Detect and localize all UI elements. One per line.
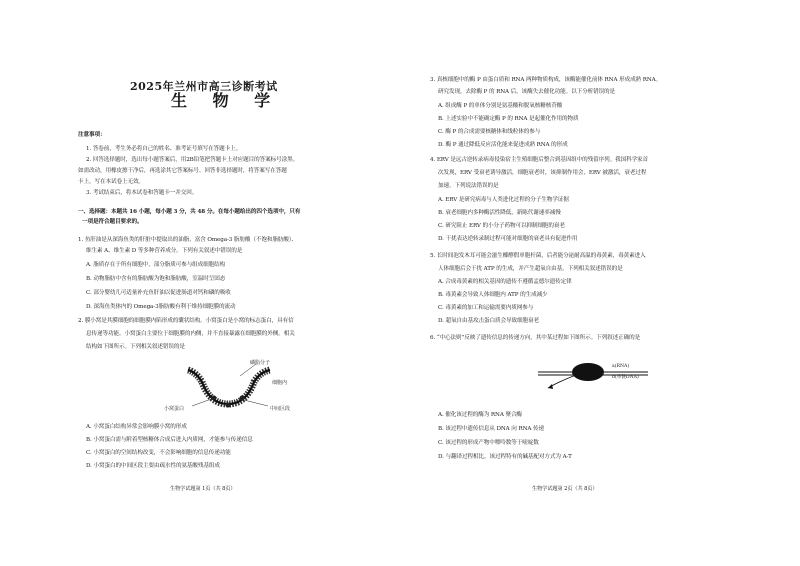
page-footer: 生物学试题第 1页（共 8页） [170,486,236,492]
note-line: 3. 考试结束后，将本试卷和答题卡一并交回。 [86,190,198,196]
section-heading: 一项是符合题目要求的。 [82,219,143,225]
q1-option-a: A. 脂质存在于所有细胞中，部分脂质可参与组成细胞结构 [86,262,226,268]
q3-option-b: B. 上述实验中不能确定酶 P 的 RNA 是起催化作用的物质 [438,116,579,122]
q1-option-c: C. 部分婴幼儿可适量补充鱼肝油以促进肠道对钙和磷的吸收 [86,290,231,296]
q6-option-c: C. 该过程的形成产物中嘌呤数等于嘧啶数 [438,440,539,446]
label-b-ssdna: b(单链DNA) [612,375,639,380]
label-caveolin: 小窝蛋白 [164,406,185,412]
q2-option-b: B. 小窝蛋白需与附着型核糖体合成后进入内质网，才能参与传递信息 [86,437,253,443]
q6-stem: 6. “中心法则”反映了遗传信息的传递方向，其中某过程如下图所示。下列叙述正确的是 [430,335,641,341]
q6-option-a: A. 催化该过程的酶为 RNA 聚合酶 [438,412,522,418]
q3-stem: 研究发现，去除酶 P 的 RNA 后，该酶失去催化功能。以下分析错误的是 [438,89,616,95]
q4-option-c: C. 研究阻止 ERV 的小分子药物可以抑制细胞的衰老 [438,223,565,229]
q4-stem: 加速。下列说法错误的是 [438,183,499,189]
q2-option-c: C. 小窝蛋白的空间结构改变，不会影响细胞的信息传递功能 [86,450,231,456]
q5-stem: 人体细胞后会干扰 ATP 的生成，并产生超氧自由基。下列相关叙述错误的是 [438,266,623,272]
label-lipid: 磷脂分子 [250,360,271,366]
q1-option-d: D. 深海鱼类体内的 Omega-3脂肪酸有利于维持细胞膜的流动 [86,304,236,310]
note-line: 2. 回答选择题时，选出每小题答案后，用2B铅笔把答题卡上对应题目的答案标号涂黑。 [86,157,299,163]
q4-option-a: A. ERV 是研究病毒与人类进化过程的分子生物学证据 [438,197,569,203]
q5-option-c: C. 毒黄素的加工和运输需要内质网参与 [438,305,534,311]
q4-option-d: D. 干扰表达逆转录制过程可能对细胞的衰老具有促进作用 [438,236,578,242]
q2-stem: 结构如下图所示。下列相关叙述错误的是 [86,344,185,350]
transcription-figure [528,356,658,394]
label-middle-segment: 中间区段 [270,406,291,412]
page-footer: 生物学试题第 2页（共 8页） [532,486,598,492]
q2-option-d: D. 小窝蛋白的中间区段主要由疏水性的氨基酸残基组成 [86,463,220,469]
q4-option-b: B. 衰老细胞内多种酶活性降低，新陈代谢速率减慢 [438,210,561,216]
q5-option-d: D. 超氧自由基攻击蛋白质会导致细胞衰老 [438,318,539,324]
exam-title: 2025年兰州市高三诊断考试 [130,80,278,93]
q6-option-b: B. 该过程中遗传信息从 DNA 向 RNA 传递 [438,426,544,432]
subject-title: 生 物 学 [171,91,281,110]
q3-option-a: A. 组成酶 P 的单体分别是氨基酸和脱氧核糖核苷酸 [438,103,563,109]
section-heading: 一、选择题：本题共 16 小题，每小题 3 分，共 48 分。在每小题给出的四个选项中，只有 [78,209,301,215]
note-line: 1. 答卷前，考生务必将自己的姓名、准考证号填写在答题卡上。 [86,146,242,152]
q1-stem: 维生素 A、维生素 D 等多种营养成分。下列有关叙述中错误的是 [86,248,243,254]
note-line: 如需改动，用橡皮擦干净后，再选涂其它答案标号。回答非选择题时，将答案写在答题 [78,168,287,174]
q2-stem: 息传递等功能。小窝蛋白主要位于细胞膜的内侧，并不直接暴露在细胞膜的外侧。相关 [86,331,295,337]
q6-option-d: D. 与翻译过程相比，该过程特有的碱基配对方式为 A-T [438,454,572,460]
q2-stem: 2. 膜小窝是其膜细胞的细胞膜内陷形成的囊状结构。小窝蛋白是小窝的标志蛋白，具有信 [78,318,294,324]
q1-stem: 1. 鱼肝油是从深海鱼类的肝脏中提取出的油脂，富含 Omega-3 脂肪酸（不饱和脂肪酸）、 [78,237,298,243]
q3-option-c: C. 酶 P 的合成需要核糖体和线粒体的参与 [438,129,541,135]
q5-stem: 5. 长时间泡发木耳可能会滋生椰酵假单胞杆菌，后者能分泌耐高温的毒黄素，毒黄素进入 [430,253,646,259]
right-page [400,0,800,566]
q1-option-b: B. 动物脂肪中含有的脂肪酸为饱和脂肪酸，室温时呈固态 [86,276,226,282]
label-intracellular: 细胞内 [272,380,288,386]
q3-option-d: D. 酶 P 通过降低反应活化能来促进成熟 RNA 的形成 [438,142,568,148]
q5-option-a: A. 合成毒黄素的相关基因的遗传不遵循孟德尔遗传定律 [438,279,572,285]
q4-stem: 4. ERV 是远古逆转录病毒侵染宿主生殖细胞后整合到基因组中的残留序列。我国科学家首 [430,157,649,163]
notes-heading: 注意事项： [78,132,106,138]
q4-stem: 次发现，ERV 受衰老诱导激活，细胞衰老时，该抑制作用会，ERV 被激活，衰老过程 [438,170,647,176]
q5-option-b: B. 毒黄素会导致人体细胞内 ATP 的生成减少 [438,292,548,298]
caveola-figure [158,358,308,418]
note-line: 卡上。写在本试卷上无效。 [78,179,144,185]
q3-stem: 3. 真核细胞中的酶 P 由蛋白质和 RNA 两种物质构成，该酶能催化前体 RNA 形成成熟 RNA。 [430,77,662,83]
label-a-rna: a(RNA) [612,364,630,369]
q2-option-a: A. 小窝蛋白结构异常会影响膜小窝的形成 [86,424,187,430]
